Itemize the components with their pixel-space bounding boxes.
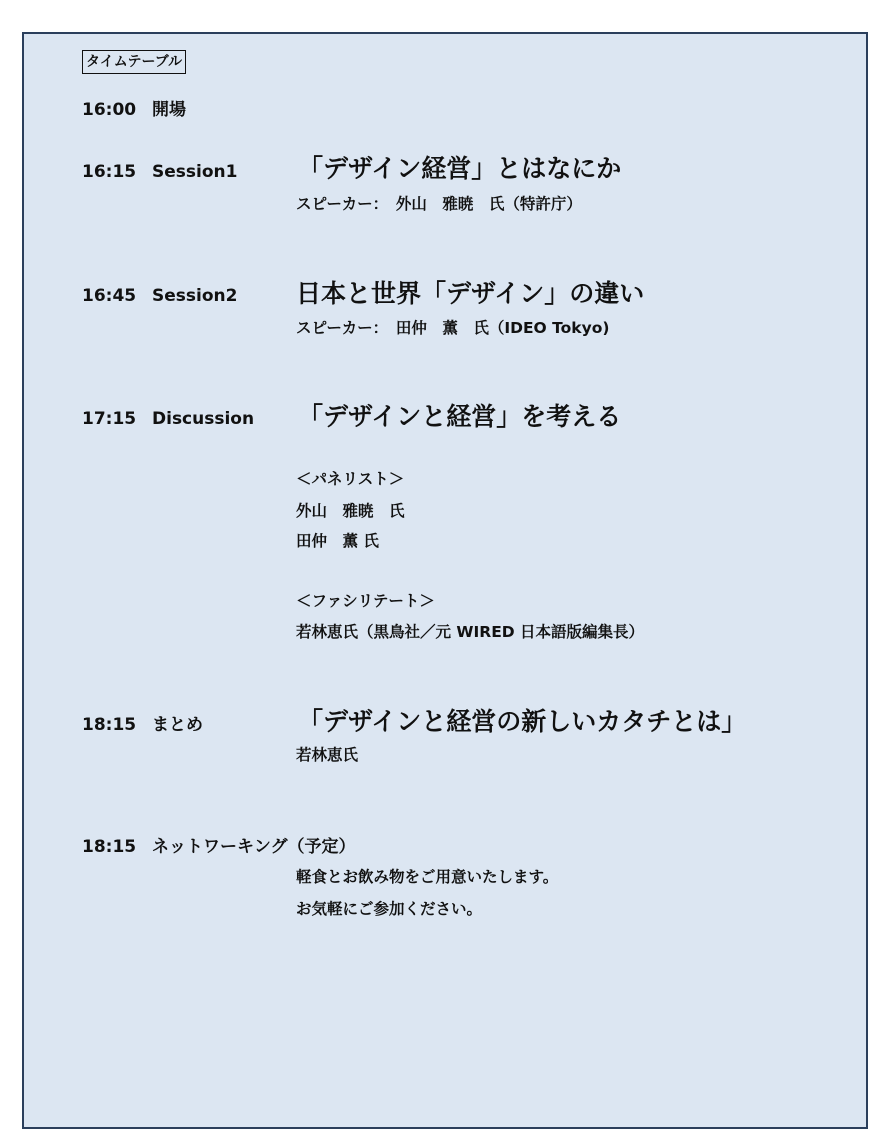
- opening-title: 開場: [152, 100, 186, 120]
- summary-name: まとめ: [152, 715, 203, 735]
- session1-speaker: スピーカー： 外山 雅暁 氏（特許庁）: [296, 195, 582, 213]
- summary-title: 「デザインと経営の新しいカタチとは」: [298, 707, 747, 736]
- session2-speaker: スピーカー： 田仲 薫 氏（IDEO Tokyo): [296, 319, 610, 337]
- timetable-label: タイムテーブル: [82, 50, 186, 74]
- discussion-title: 「デザインと経営」を考える: [298, 402, 622, 431]
- summary-speaker: 若林恵氏: [296, 746, 359, 764]
- session2-name: Session2: [152, 286, 238, 306]
- session2-title: 日本と世界「デザイン」の違い: [296, 279, 645, 308]
- session2-time: 16:45: [82, 286, 137, 306]
- panelist-1: 外山 雅暁 氏: [296, 502, 405, 520]
- networking-line-1: 軽食とお飲み物をご用意いたします。: [296, 868, 559, 886]
- session1-time: 16:15: [82, 162, 137, 182]
- discussion-time: 17:15: [82, 409, 137, 429]
- networking-name: ネットワーキング（予定）: [152, 837, 356, 857]
- networking-line-2: お気軽にご参加ください。: [296, 900, 483, 918]
- session1-title: 「デザイン経営」とはなにか: [298, 154, 622, 183]
- summary-time: 18:15: [82, 715, 137, 735]
- discussion-name: Discussion: [152, 409, 255, 429]
- session1-name: Session1: [152, 162, 238, 182]
- panelist-heading: ＜パネリスト＞: [296, 470, 405, 488]
- facilitator-heading: ＜ファシリテート＞: [296, 592, 435, 610]
- opening-time: 16:00: [82, 100, 137, 120]
- networking-time: 18:15: [82, 837, 137, 857]
- facilitator-name: 若林恵氏（黒鳥社／元 WIRED 日本語版編集長）: [296, 623, 645, 641]
- panelist-2: 田仲 薫 氏: [296, 532, 379, 550]
